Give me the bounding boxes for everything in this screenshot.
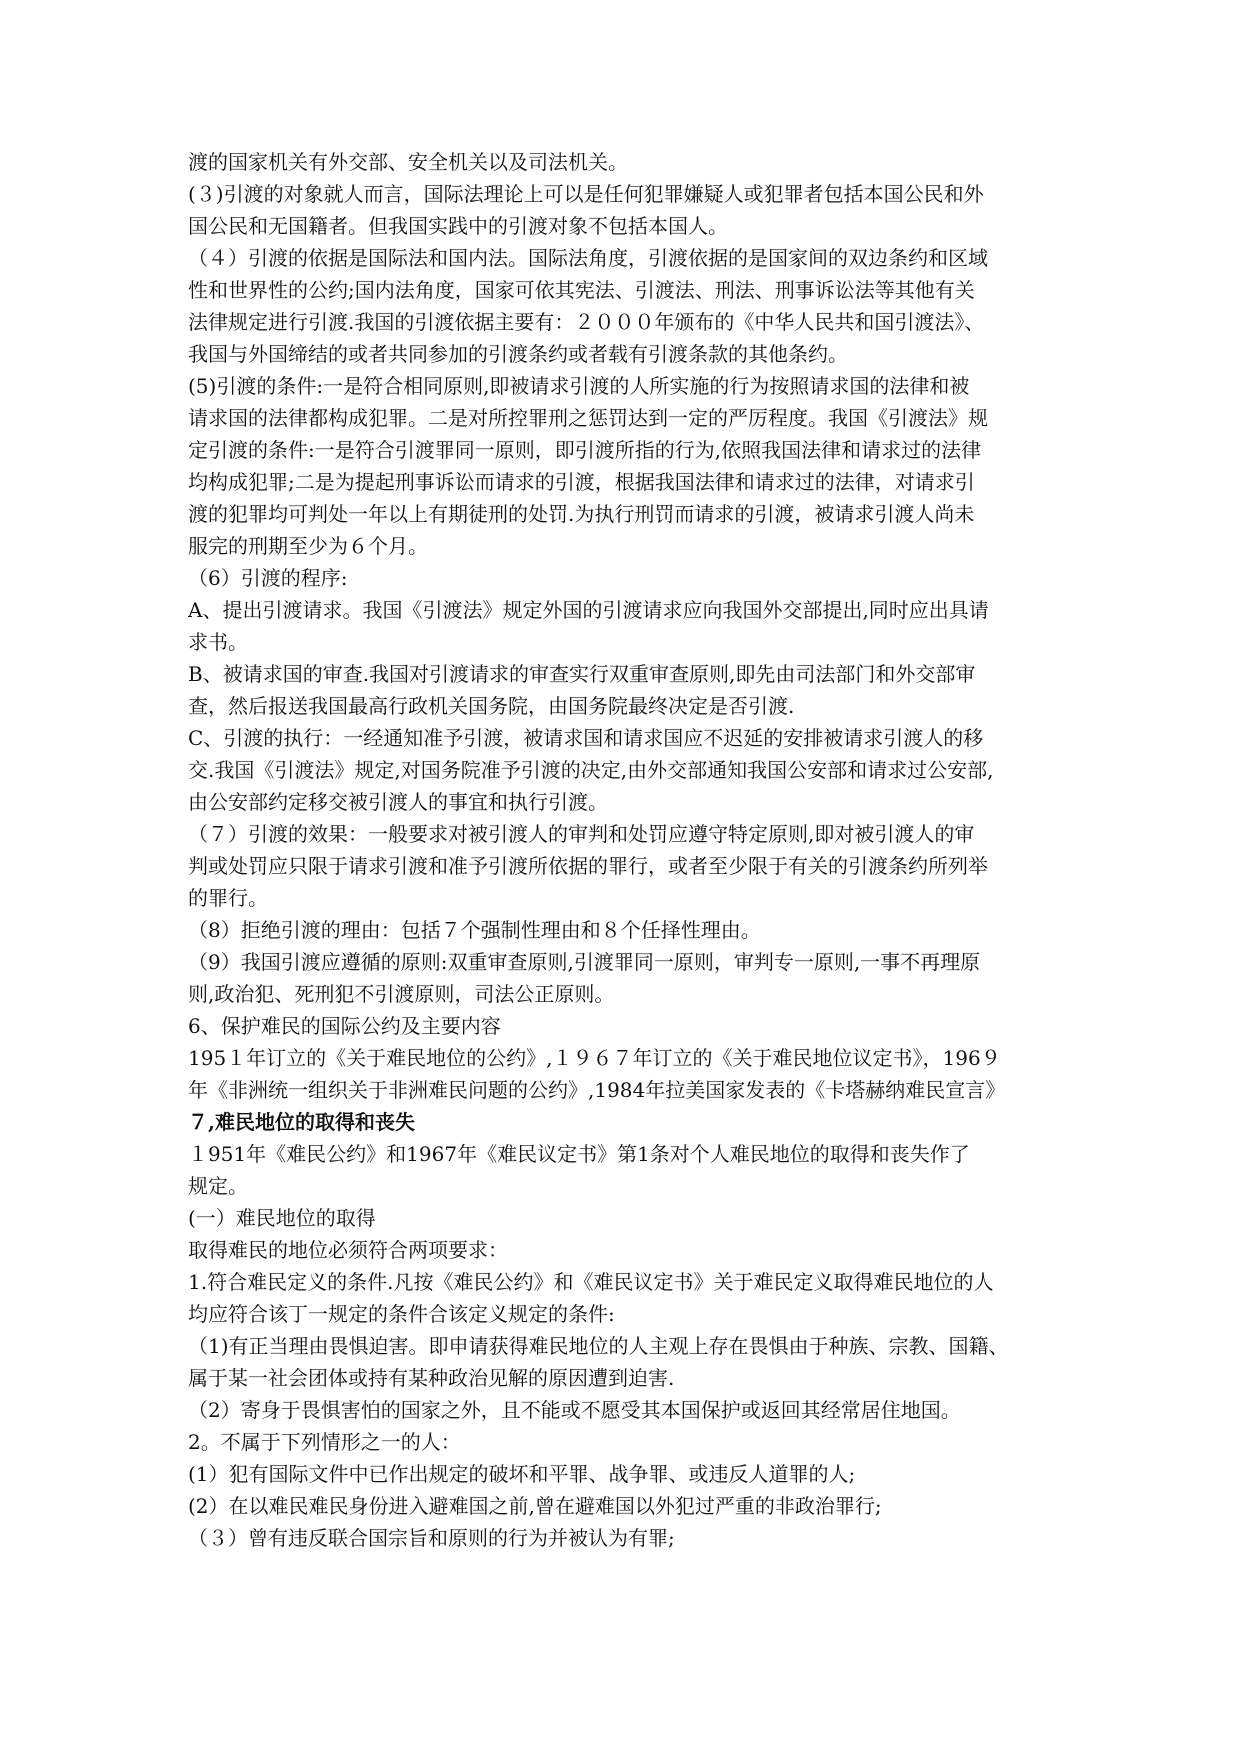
text-line: B、被请求国的审查.我国对引渡请求的审查实行双重审查原则,即先由司法部门和外交部审 <box>188 662 976 686</box>
text-line: (一）难民地位的取得 <box>188 1206 376 1230</box>
text-line: 渡的国家机关有外交部、安全机关以及司法机关。 <box>188 150 628 174</box>
document-body <box>188 146 1054 1554</box>
text-line: 服完的刑期至少为６个月。 <box>188 534 428 558</box>
text-line: 年《非洲统一组织关于非洲难民问题的公约》,1984年拉美国家发表的《卡塔赫纳难民宣言》 <box>188 1078 1006 1102</box>
text-line: A、提出引渡请求。我国《引渡法》规定外国的引渡请求应向我国外交部提出,同时应出具请 <box>188 598 989 622</box>
text-line: 195１年订立的《关于难民地位的公约》,１９６７年订立的《关于难民地位议定书》，196９ <box>188 1046 1001 1070</box>
text-line: 取得难民的地位必须符合两项要求： <box>188 1238 508 1262</box>
text-line: 均应符合该丁一规定的条件合该定义规定的条件: <box>188 1302 615 1326</box>
text-line: 均构成犯罪;二是为提起刑事诉讼而请求的引渡，根据我国法律和请求过的法律，对请求引 <box>188 470 975 494</box>
text-line: (1）犯有国际文件中已作出规定的破坏和平罪、战争罪、或违反人道罪的人; <box>188 1462 856 1486</box>
text-line: （9）我国引渡应遵循的原则:双重审查原则,引渡罪同一原则，审判专一原则,一事不再理原 <box>188 950 981 974</box>
text-line: (３)引渡的对象就人而言，国际法理论上可以是任何犯罪嫌疑人或犯罪者包括本国公民和外 <box>188 182 984 206</box>
text-line: （2）寄身于畏惧害怕的国家之外，且不能或不愿受其本国保护或返回其经常居住地国。 <box>188 1398 961 1422</box>
text-line: 的罪行。 <box>188 886 268 910</box>
section-heading: ７,难民地位的取得和丧失 <box>188 1110 415 1134</box>
text-line: （４）引渡的依据是国际法和国内法。国际法角度，引渡依据的是国家间的双边条约和区域 <box>188 246 988 270</box>
text-line: C、引渡的执行：一经通知准予引渡，被请求国和请求国应不迟延的安排被请求引渡人的移 <box>188 726 984 750</box>
text-line: 请求国的法律都构成犯罪。二是对所控罪刑之惩罚达到一定的严厉程度。我国《引渡法》规 <box>188 406 988 430</box>
text-line: 由公安部约定移交被引渡人的事宜和执行引渡。 <box>188 790 608 814</box>
text-line: 则,政治犯、死刑犯不引渡原则，司法公正原则。 <box>188 982 615 1006</box>
text-line: (2）在以难民难民身份进入避难国之前,曾在避难国以外犯过严重的非政治罪行; <box>188 1494 882 1518</box>
text-line: 6、保护难民的国际公约及主要内容 <box>188 1014 501 1038</box>
text-line: 属于某一社会团体或持有某种政治见解的原因遭到迫害. <box>188 1366 675 1390</box>
text-line: 国公民和无国籍者。但我国实践中的引渡对象不包括本国人。 <box>188 214 728 238</box>
text-line: 渡的犯罪均可判处一年以上有期徒刑的处罚.为执行刑罚而请求的引渡，被请求引渡人尚未 <box>188 502 975 526</box>
text-line: （７）引渡的效果：一般要求对被引渡人的审判和处罚应遵守特定原则,即对被引渡人的审 <box>188 822 975 846</box>
text-line: 判或处罚应只限于请求引渡和准予引渡所依据的罪行，或者至少限于有关的引渡条约所列举 <box>188 854 988 878</box>
text-line: 规定。 <box>188 1174 248 1198</box>
text-line: （1)有正当理由畏惧迫害。即申请获得难民地位的人主观上存在畏惧由于种族、宗教、国籍、 <box>188 1334 1009 1358</box>
text-line: (5)引渡的条件:一是符合相同原则,即被请求引渡的人所实施的行为按照请求国的法律和被 <box>188 374 970 398</box>
text-line: 查，然后报送我国最高行政机关国务院，由国务院最终决定是否引渡. <box>188 694 795 718</box>
text-line: 2。不属于下列情形之一的人： <box>188 1430 461 1454</box>
text-line: １951年《难民公约》和1967年《难民议定书》第1条对个人难民地位的取得和丧失作了 <box>188 1142 970 1166</box>
text-line: 交.我国《引渡法》规定,对国务院准予引渡的决定,由外交部通知我国公安部和请求过公安部, <box>188 758 994 782</box>
text-line: 法律规定进行引渡.我国的引渡依据主要有：２０００年颁布的《中华人民共和国引渡法》、 <box>188 310 985 334</box>
text-line: （8）拒绝引渡的理由：包括７个强制性理由和８个任择性理由。 <box>188 918 761 942</box>
text-line: 1.符合难民定义的条件.凡按《难民公约》和《难民议定书》关于难民定义取得难民地位的人 <box>188 1270 994 1294</box>
text-line: 我国与外国缔结的或者共同参加的引渡条约或者载有引渡条款的其他条约。 <box>188 342 848 366</box>
text-line: 定引渡的条件:一是符合引渡罪同一原则，即引渡所指的行为,依照我国法律和请求过的法律 <box>188 438 982 462</box>
text-line: 求书。 <box>188 630 248 654</box>
text-line: （6）引渡的程序: <box>188 566 348 590</box>
text-line: （３）曾有违反联合国宗旨和原则的行为并被认为有罪; <box>188 1526 675 1550</box>
text-line: 性和世界性的公约;国内法角度，国家可依其宪法、引渡法、刑法、刑事诉讼法等其他有关 <box>188 278 975 302</box>
